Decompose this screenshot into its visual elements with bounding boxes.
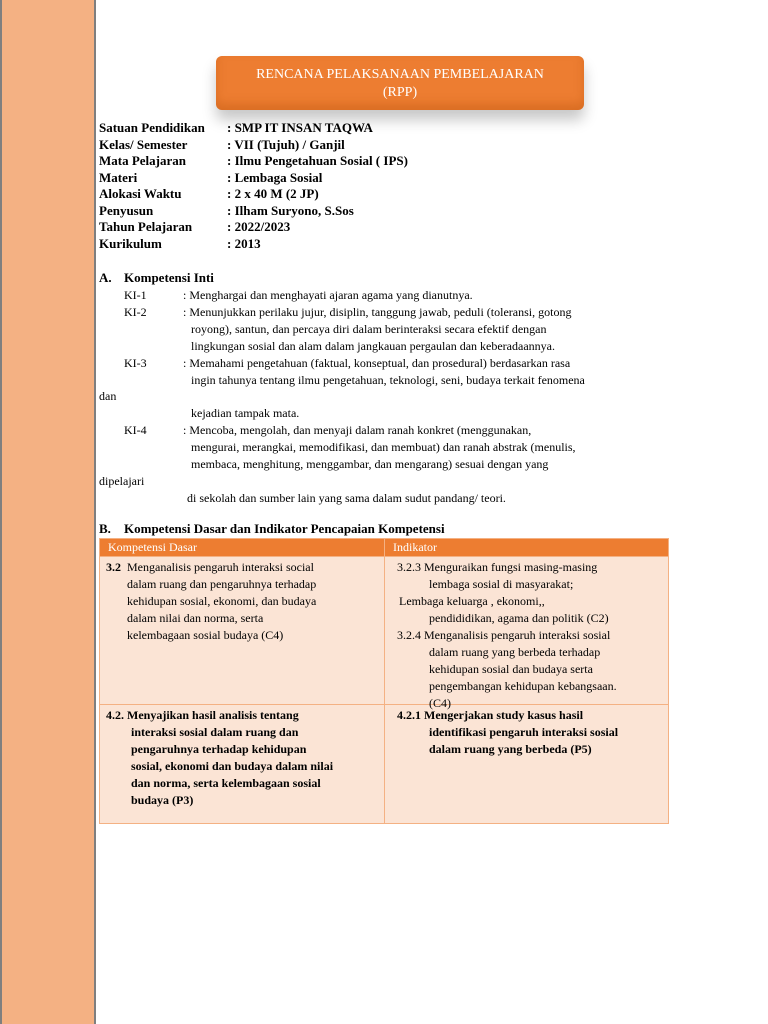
indikator-line: Lembaga keluarga , ekonomi,, [399, 594, 545, 608]
kd-line: pengaruhnya terhadap kehidupan [131, 742, 307, 756]
kd-line: kehidupan sosial, ekonomi, dan budaya [127, 594, 317, 608]
indikator-line: 4.2.1 Mengerjakan study kasus hasil [397, 708, 584, 722]
ki2-text-3: lingkungan sosial dan alam dalam jangkauan pergaulan dan keberadaannya. [191, 339, 555, 353]
info-value: : 2013 [227, 235, 261, 251]
ki1-label: KI-1 [124, 288, 147, 302]
indikator-line: (C4) [429, 696, 451, 710]
indikator-line: pengembangan kehidupan kebangsaan. [429, 679, 617, 693]
info-value: : 2022/2023 [227, 219, 291, 234]
section-b-title: Kompetensi Dasar dan Indikator Pencapaian Kompetensi [124, 521, 445, 536]
left-decorative-sidebar [0, 0, 96, 1024]
section-a-heading [99, 270, 214, 286]
kd-line: interaksi sosial dalam ruang dan [131, 725, 299, 739]
kd-number: 3.2 [106, 560, 121, 574]
info-value: : Ilmu Pengetahuan Sosial ( IPS) [227, 153, 408, 168]
section-b-number: B. [99, 521, 111, 536]
indikator-line: 3.2.3 Menguraikan fungsi masing-masing [397, 560, 598, 574]
info-label: Materi [99, 169, 138, 185]
ki4-text-5: di sekolah dan sumber lain yang sama dalam sudut pandang/ teori. [187, 491, 506, 505]
info-value: : SMP IT INSAN TAQWA [227, 120, 373, 135]
kd-line: budaya (P3) [131, 793, 194, 807]
table-header-indikator: Indikator [385, 539, 669, 557]
ki3-text-4: kejadian tampak mata. [191, 406, 300, 420]
ki2-label: KI-2 [124, 305, 147, 319]
section-a-title: Kompetensi Inti [124, 270, 214, 285]
indikator-line: lembaga sosial di masyarakat; [429, 577, 574, 591]
kd-line: sosial, ekonomi dan budaya dalam nilai [131, 759, 334, 773]
kd-cell-4-2 [100, 705, 385, 824]
document-title-banner [216, 56, 584, 110]
info-label: Mata Pelajaran [99, 153, 187, 168]
identity-block [99, 120, 408, 252]
indikator-cell-4-2 [385, 705, 669, 824]
info-label: Penyusun [99, 202, 154, 218]
kd-indicator-table [99, 538, 669, 824]
info-value: : Lembaga Sosial [227, 169, 323, 185]
ki4-label: KI-4 [124, 423, 147, 437]
title-line-2: (RPP) [382, 85, 418, 100]
kd-line: kelembagaan sosial budaya (C4) [127, 628, 284, 642]
title-line-1: RENCANA PELAKSANAAN PEMBELAJARAN [256, 67, 544, 82]
table-header-row [100, 539, 669, 557]
ki4-text-3: membaca, menghitung, menggambar, dan mengarang) sesuai dengan yang [191, 457, 549, 471]
table-header-kd: Kompetensi Dasar [100, 539, 385, 557]
ki3-text-2: ingin tahunya tentang ilmu pengetahuan, teknologi, seni, budaya terkait fenomena [191, 373, 585, 387]
kd-line: 4.2. Menyajikan hasil analisis tentang [106, 708, 299, 722]
ki3-text-1: : Memahami pengetahuan (faktual, konseptual, dan prosedural) berdasarkan rasa [183, 356, 571, 370]
ki3-label: KI-3 [124, 356, 147, 370]
indikator-line: kehidupan sosial dan budaya serta [429, 662, 593, 676]
kd-line: dalam nilai dan norma, serta [127, 611, 264, 625]
kd-line: Menganalisis pengaruh interaksi social [127, 560, 314, 574]
info-label: Kelas/ Semester [99, 136, 188, 152]
info-value: : 2 x 40 M (2 JP) [227, 186, 319, 201]
section-a-number: A. [99, 270, 112, 285]
info-row [99, 137, 408, 154]
info-value: : VII (Tujuh) / Ganjil [227, 136, 345, 152]
ki4-text-4: dipelajari [99, 474, 145, 488]
ki4-text-2: mengurai, merangkai, memodifikasi, dan membuat) dan ranah abstrak (menulis, [191, 440, 576, 454]
info-label: Alokasi Waktu [99, 186, 182, 201]
info-row [99, 236, 408, 253]
ki2-text-1: : Menunjukkan perilaku jujur, disiplin, tanggung jawab, peduli (toleransi, gotong [183, 305, 572, 319]
info-label: Kurikulum [99, 235, 162, 251]
indikator-line: dalam ruang yang berbeda terhadap [429, 645, 601, 659]
kd-line: dan norma, serta kelembagaan sosial [131, 776, 321, 790]
info-row [99, 203, 408, 220]
ki3-text-3: dan [99, 389, 117, 403]
indikator-cell-3-2 [385, 557, 669, 710]
info-row [99, 120, 408, 137]
kd-line: dalam ruang dan pengaruhnya terhadap [127, 577, 317, 591]
ki4-text-1: : Mencoba, mengolah, dan menyaji dalam ranah konkret (menggunakan, [183, 423, 532, 437]
table-row [100, 705, 669, 824]
info-label: Tahun Pelajaran [99, 219, 193, 234]
indikator-line: 3.2.4 Menganalisis pengaruh interaksi sosial [397, 628, 611, 642]
info-row [99, 186, 408, 203]
info-label: Satuan Pendidikan [99, 120, 205, 135]
info-value: : Ilham Suryono, S.Sos [227, 202, 354, 218]
kd-cell-3-2 [100, 557, 385, 705]
ki2-text-2: royong), santun, dan percaya diri dalam berinteraksi secara efektif dengan [191, 322, 547, 336]
ki1-text: : Menghargai dan menghayati ajaran agama yang dianutnya. [183, 288, 473, 302]
section-b-heading [99, 521, 445, 537]
table-row [100, 557, 669, 705]
indikator-line: dalam ruang yang berbeda (P5) [429, 742, 592, 756]
indikator-line: pendididikan, agama dan politik (C2) [429, 611, 609, 625]
indikator-line: identifikasi pengaruh interaksi sosial [429, 725, 619, 739]
info-row [99, 153, 408, 170]
info-row [99, 170, 408, 187]
info-row [99, 219, 408, 236]
